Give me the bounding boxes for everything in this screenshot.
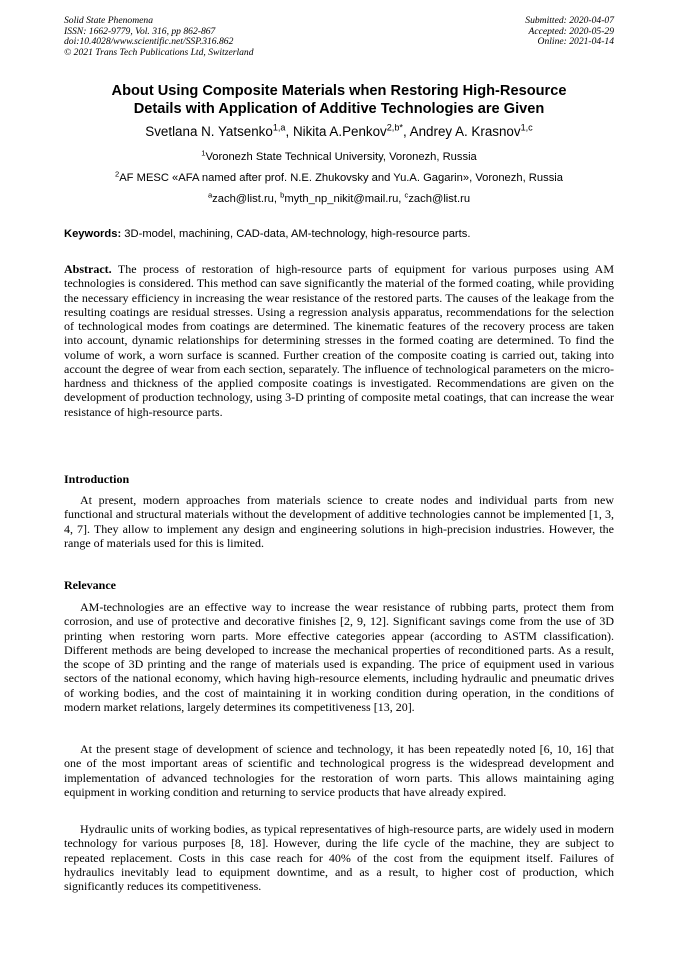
author-list (64, 124, 614, 140)
accepted-date: Accepted: 2020-05-29 (528, 25, 614, 37)
affiliation-2 (64, 169, 614, 185)
journal-info (64, 16, 254, 58)
email-b-marker: b (280, 190, 285, 200)
affiliation-1 (64, 148, 614, 164)
relevance-heading: Relevance (64, 578, 116, 592)
abstract (64, 262, 614, 419)
author-1: Svetlana N. Yatsenko (145, 124, 273, 139)
introduction-paragraph: At present, modern approaches from materials science to create nodes and individual parts from new functional and structural materials without the development of additive technologies cannot be implemented [1, 3, 4, 7]. They allow to implement any design and engineering solutions in high-precision industries. However, the range of materials used for this is limited. (64, 493, 614, 550)
author-2-affiliation: 2,b* (386, 122, 403, 133)
introduction-heading: Introduction (64, 472, 130, 486)
relevance-paragraph-1: AM-technologies are an effective way to increase the wear resistance of rubbing parts, protect them from corrosion, and use of protective and decorative finishes [2, 9, 12]. Significant savings come from the use of 3D printing when restoring worn parts. More effective categories appear (according to ASTM classification). Different methods are being developed to increase the mechanical properties of reconditioned parts. As a result, the scope of 3D printing and the range of materials used is expanding. The price of equipment used in various sectors of the national economy, which having high-resource elements, including hydraulic and pneumatic drives of working bodies, and the cost of maintaining it in working condition during operation, in the conditions of modern market relations, largely determines its competitiveness [13, 20]. (64, 600, 614, 714)
online-date: Online: 2021-04-14 (537, 36, 614, 48)
affiliation-1-number: 1 (201, 148, 206, 158)
keywords-label: Keywords: (64, 228, 122, 240)
abstract-label: Abstract. (64, 262, 112, 276)
submission-dates (525, 16, 614, 48)
email-b[interactable]: myth_np_nikit@mail.ru (284, 193, 399, 205)
email-a-marker: a (207, 190, 213, 200)
submitted-date: Submitted: 2020-04-07 (525, 15, 614, 26)
author-separator: , (285, 124, 293, 139)
issn-line: ISSN: 1662-9779, Vol. 316, pp 862-867 (64, 25, 216, 37)
author-emails (64, 190, 614, 206)
paper-title (64, 82, 614, 118)
email-c[interactable]: zach@list.ru (408, 193, 471, 205)
title-line-2: Details with Application of Additive Technologies are Given (133, 101, 545, 117)
author-3-affiliation: 1,c (520, 122, 533, 133)
abstract-text: The process of restoration of high-resource parts of equipment for various purposes using AM technologies is considered. This method can save significantly the material of the formed coating, while providing the necessary efficiency in increasing the wear resistance of the restored parts. The causes of the leakage from the resulting coatings are residual stresses. Using a regression analysis apparatus, recommendations for the selection of technological modes from coatings are determined. The kinematic features of the recovery process are taken into account, dynamic relationships for determining stresses in the formed coating are determined. To find the volume of work, a worn surface is scanned. Further creation of the composite coating is carried out, taking into account the degree of wear from each section, separately. The influence of technological parameters on the micro-hardness and thickness of the applied composite coatings is investigated. Recommendations are given on the development of production technology, using 3-D printing of composite metal coatings, that can increase the wear resistance of high-resource parts. (64, 262, 614, 419)
relevance-paragraph-3: Hydraulic units of working bodies, as typical representatives of high-resource parts, are widely used in modern technology for various purposes [8, 18]. However, during the life cycle of the machine, they are subject to repeated replacement. Costs in this case reach for 40% of the cost from the equipment itself. Failures of hydraulics inevitably lead to equipment downtime, and as a result, to higher cost of production, which significantly reduces its competitiveness. (64, 822, 614, 893)
author-3: Andrey A. Krasnov (409, 124, 521, 139)
email-a[interactable]: zach@list.ru (212, 193, 274, 205)
email-separator: , (273, 193, 281, 205)
journal-name: Solid State Phenomena (64, 15, 153, 26)
affiliation-1-text: Voronezh State Technical University, Voronezh, Russia (205, 151, 477, 163)
affiliation-2-text: AF MESC «AFA named after prof. N.E. Zhukovsky and Yu.A. Gagarin», Voronezh, Russia (119, 172, 564, 184)
relevance-paragraph-2: At the present stage of development of science and technology, it has been repeatedly noted [6, 10, 16] that one of the most important areas of scientific and technological progress is the widespread development and implementation of advanced technologies for the restoration of worn parts. This allows maintaining aging equipment in working condition and returning to service products that have already expired. (64, 742, 614, 799)
keywords-text: 3D-model, machining, CAD-data, AM-technology, high-resource parts. (121, 228, 471, 240)
email-separator: , (398, 193, 405, 205)
author-1-affiliation: 1,a (272, 122, 286, 133)
title-line-1: About Using Composite Materials when Restoring High-Resource (111, 83, 567, 99)
author-2: Nikita A.Penkov (292, 124, 387, 139)
doi-line: doi:10.4028/www.scientific.net/SSP.316.862 (64, 36, 234, 48)
keywords (64, 228, 614, 241)
email-c-marker: c (404, 190, 409, 200)
affiliation-2-number: 2 (114, 169, 120, 179)
author-separator: , (402, 124, 410, 139)
copyright-line: © 2021 Trans Tech Publications Ltd, Switzerland (64, 46, 254, 58)
